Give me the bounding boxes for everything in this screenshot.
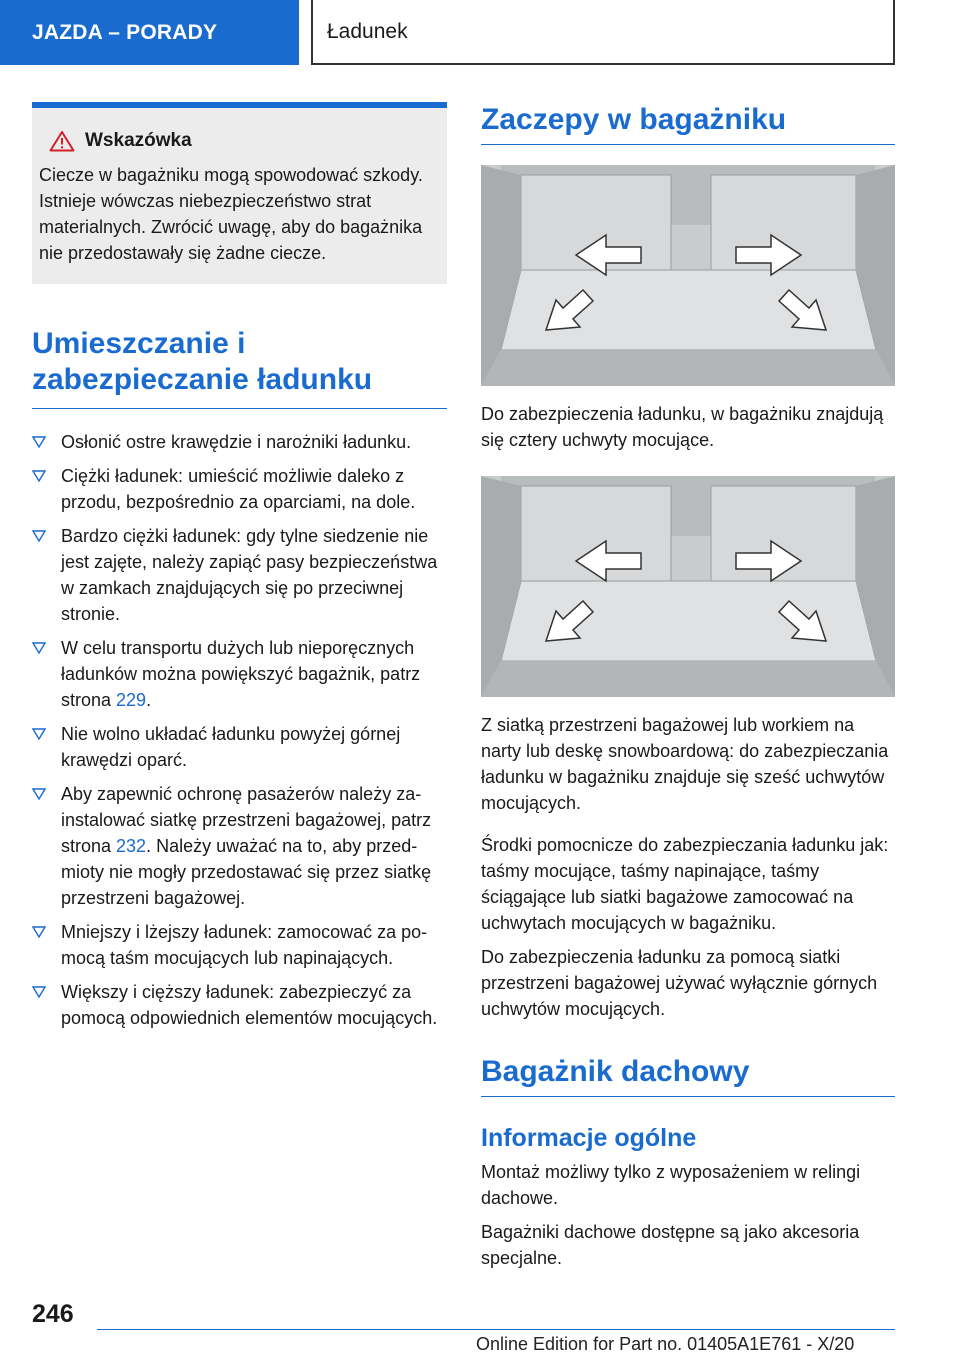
list-item <box>32 721 447 773</box>
trunk-photo-six-anchors <box>481 476 895 697</box>
warning-title: Wskazówka <box>85 130 192 151</box>
list-item <box>32 635 447 713</box>
photo2-caption: Z siatką przestrzeni bagażowej lub workiem na narty lub deskę snowboardową: do zabezpieczania ładunku w bagażniku znajduje się sześć uchwytów mocujących. <box>481 715 889 813</box>
section-heading-anchors: Zaczepy w bagażniku <box>481 102 895 145</box>
bullet-triangle-icon <box>32 436 46 448</box>
footer-divider <box>97 1329 895 1330</box>
bullet-text: Mniejszy i lżejszy ładunek: zamocować za pomocą taśm mocujących lub napinających. <box>61 922 428 968</box>
bullet-text: Ciężki ładunek: umieścić możliwie daleko z przodu, bezpośrednio za oparciami, na dole. <box>61 466 416 512</box>
bullet-text-end: . <box>146 690 152 710</box>
list-item <box>32 781 447 911</box>
bullet-text: Nie wolno układać ładunku powyżej górnej krawędzi oparć. <box>61 724 401 770</box>
bullet-text: Bardzo ciężki ładunek: gdy tylne siedzenie nie jest zajęte, należy zapiąć pasy bezpieczeństwa w zamkach znajdujących się po przeciwnej stronie. <box>61 526 438 624</box>
bullet-triangle-icon <box>32 728 46 740</box>
page-link-229[interactable]: 229 <box>116 690 147 710</box>
warning-triangle-icon <box>49 130 75 152</box>
right-column <box>481 102 895 1271</box>
list-item <box>32 429 447 455</box>
subheading-general-info: Informacje ogólne <box>481 1124 697 1152</box>
bullet-triangle-icon <box>32 530 46 542</box>
bullet-triangle-icon <box>32 470 46 482</box>
paragraph-securing-aids: Środki pomocnicze do zabezpieczania ładunku jak: taśmy mocujące, taśmy napinające, taśmy ściągające lub siatki bagażowe zamocować na uchwytach mocujących w bagażniku. <box>481 835 889 933</box>
paragraph-roof-rails: Montaż możliwy tylko z wyposażeniem w relingi dachowe. <box>481 1162 861 1208</box>
paragraph-accessories: Bagażniki dachowe dostępne są jako akcesoria specjalne. <box>481 1222 860 1268</box>
warning-box <box>32 102 447 284</box>
bullet-triangle-icon <box>32 926 46 938</box>
bullet-text-end: . Należy uważać na to, aby przedmioty nie mogły przedostawać się przez siatkę przestrzeni bagażowej. <box>61 836 432 908</box>
trunk-photo-four-anchors <box>481 165 895 386</box>
list-item <box>32 979 447 1031</box>
topic-header: Ładunek <box>311 0 895 65</box>
page-link-232[interactable]: 232 <box>116 836 147 856</box>
section-tab: JAZDA – PORADY <box>0 0 299 65</box>
bullet-triangle-icon <box>32 986 46 998</box>
bullet-text: Aby zapewnić ochronę pasażerów należy zainstalować siatkę przestrzeni bagażowej, patrz strona <box>61 784 432 856</box>
list-item <box>32 919 447 971</box>
photo1-caption: Do zabezpieczenia ładunku, w bagażniku znajdują się cztery uchwyty mocujące. <box>481 404 884 450</box>
left-column <box>32 102 447 1039</box>
list-item <box>32 463 447 515</box>
warning-text: Ciecze w bagażniku mogą spowodować szkody. Istnieje wówczas niebezpieczeństwo strat materialnych. Zwrócić uwagę, aby do bagażnika nie przedostawały się żadne ciecze. <box>39 165 423 263</box>
bullet-text: Większy i cięższy ładunek: zabezpieczyć za pomocą odpowiednich elementów mocujących. <box>61 982 438 1028</box>
section-heading-roof-rack: Bagażnik dachowy <box>481 1054 895 1097</box>
bullet-text: Osłonić ostre krawędzie i narożniki ładunku. <box>61 432 412 452</box>
bullet-triangle-icon <box>32 642 46 654</box>
list-item <box>32 523 447 627</box>
footer-edition: Online Edition for Part no. 01405A1E761 - X/20 <box>476 1334 855 1354</box>
paragraph-net-anchors: Do zabezpieczenia ładunku za pomocą siatki przestrzeni bagażowej używać wyłącznie górnych uchwytów mocujących. <box>481 947 878 1019</box>
loading-bullet-list <box>32 429 447 1031</box>
bullet-triangle-icon <box>32 788 46 800</box>
bullet-text: W celu transportu dużych lub nieporęcznych ładunków można powiększyć bagażnik, patrz strona <box>61 638 421 710</box>
section-heading-loading: Umieszczanie i zabezpieczanie ładunku <box>32 326 447 409</box>
page-number: 246 <box>32 1300 74 1328</box>
